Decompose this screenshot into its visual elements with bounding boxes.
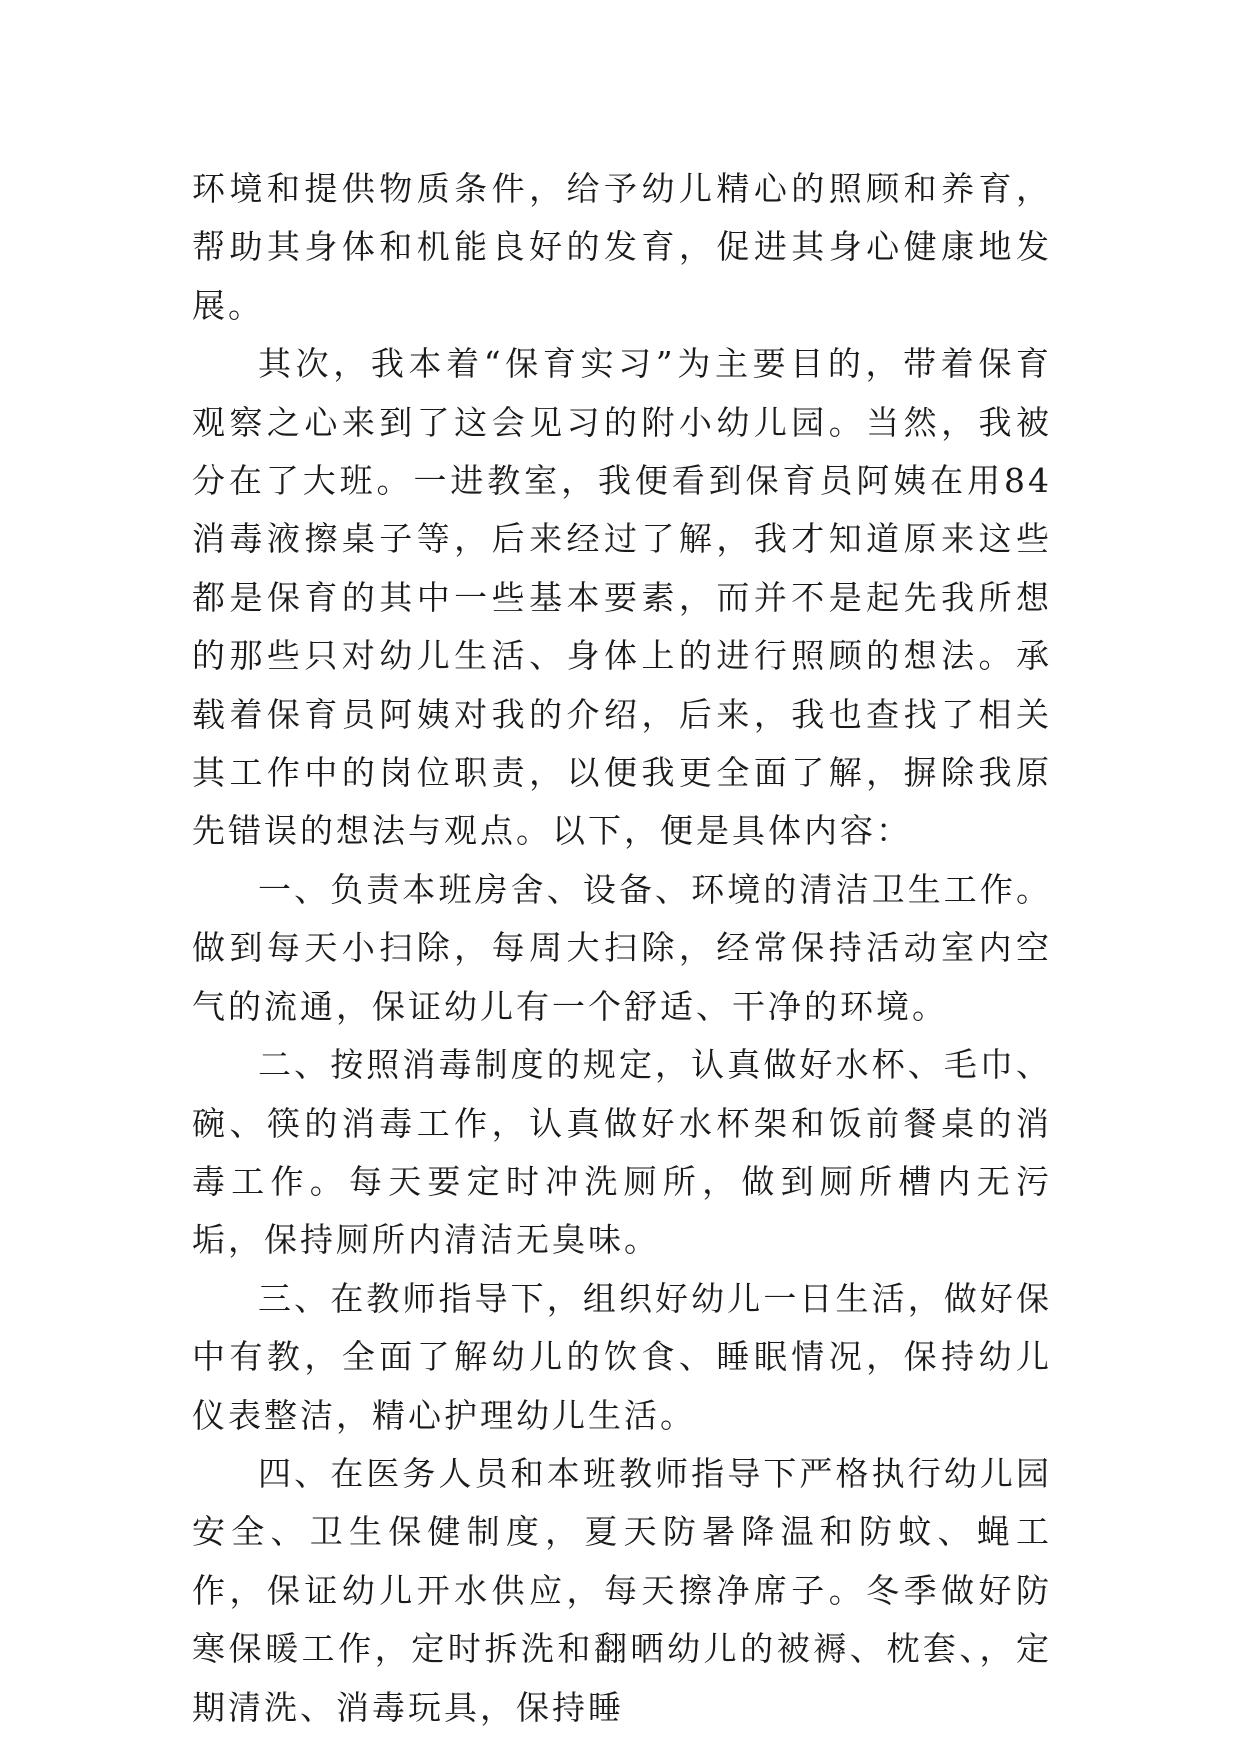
paragraph-environment: 环境和提供物质条件，给予幼儿精心的照顾和养育，帮助其身体和机能良好的发育，促进其身心健康地发展。 bbox=[192, 169, 1052, 325]
paragraph-internship-intro: 其次，我本着“保育实习”为主要目的，带着保育观察之心来到了这会见习的附小幼儿园。当然，我被分在了大班。一进教室，我便看到保育员阿姨在用84消毒液擦桌子等，后来经过了解，我才知道原来这些都是保育的其中一些基本要素，而并不是起先我所想的那些只对幼儿生活、身体上的进行照顾的想法。承载着保育员阿姨对我的介绍，后来，我也查找了相关其工作中的岗位职责，以便我更全面了解，摒除我原先错误的想法与观点。以下，便是具体内容： bbox=[192, 344, 1052, 851]
paragraph-duty-health-safety: 四、在医务人员和本班教师指导下严格执行幼儿园安全、卫生保健制度，夏天防暑降温和防蚊、蝇工作，保证幼儿开水供应，每天擦净席子。冬季做好防寒保暖工作，定时拆洗和翻晒幼儿的被褥、枕套、，定期清洗、消毒玩具，保持睡 bbox=[192, 1453, 1052, 1727]
paragraph-duty-daily-care: 三、在教师指导下，组织好幼儿一日生活，做好保中有教，全面了解幼儿的饮食、睡眠情况，保持幼儿仪表整洁，精心护理幼儿生活。 bbox=[192, 1278, 1052, 1435]
paragraph-duty-disinfection: 二、按照消毒制度的规定，认真做好水杯、毛巾、碗、筷的消毒工作，认真做好水杯架和饭前餐桌的消毒工作。每天要定时冲洗厕所，做到厕所槽内无污垢，保持厕所内清洁无臭味。 bbox=[192, 1045, 1052, 1260]
body-text bbox=[192, 160, 1052, 1737]
paragraph-duty-cleaning: 一、负责本班房舍、设备、环境的清洁卫生工作。做到每天小扫除，每周大扫除，经常保持活动室内空气的流通，保证幼儿有一个舒适、干净的环境。 bbox=[192, 869, 1052, 1026]
